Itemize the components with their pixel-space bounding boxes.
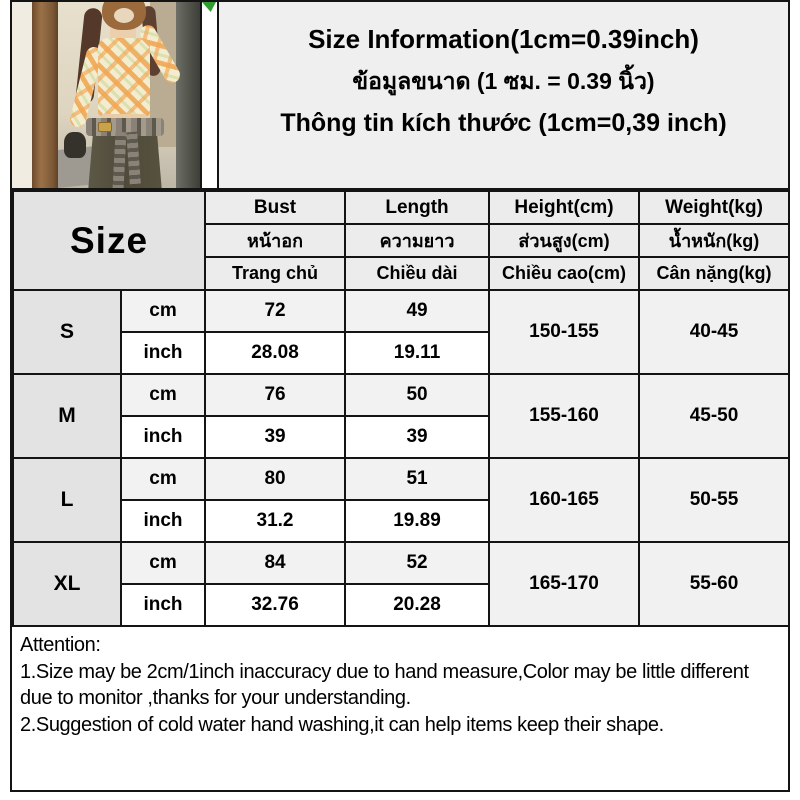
- length-inch-value: 20.28: [345, 584, 489, 626]
- green-corner-mark: [202, 2, 216, 12]
- title-english: Size Information(1cm=0.39inch): [308, 24, 699, 54]
- product-photo: [12, 2, 202, 188]
- col-header-weight-th: น้ำหนัก(kg): [639, 224, 789, 257]
- unit-inch-label: inch: [121, 332, 205, 374]
- size-label-xl: XL: [13, 542, 121, 626]
- col-header-height-en: Height(cm): [489, 191, 639, 224]
- length-cm-value: 52: [345, 542, 489, 584]
- bust-cm-value: 72: [205, 290, 345, 332]
- unit-cm-label: cm: [121, 374, 205, 416]
- belt-buckle: [98, 122, 112, 132]
- length-cm-value: 50: [345, 374, 489, 416]
- table-row: [13, 374, 789, 416]
- size-table: [12, 190, 790, 627]
- weight-range: 40-45: [639, 290, 789, 374]
- attention-section: [12, 627, 788, 790]
- length-cm-value: 49: [345, 290, 489, 332]
- table-row: [13, 458, 789, 500]
- model-figure: [72, 2, 172, 188]
- col-header-bust-th: หน้าอก: [205, 224, 345, 257]
- unit-inch-label: inch: [121, 416, 205, 458]
- mirror-wood-frame: [32, 2, 58, 188]
- size-label-s: S: [13, 290, 121, 374]
- attention-heading: Attention:: [20, 634, 101, 656]
- length-inch-value: 39: [345, 416, 489, 458]
- bust-inch-value: 28.08: [205, 332, 345, 374]
- length-inch-value: 19.89: [345, 500, 489, 542]
- title-vietnamese: Thông tin kích thước (1cm=0,39 inch): [280, 109, 727, 137]
- teddy-muzzle: [114, 8, 134, 23]
- height-range: 155-160: [489, 374, 639, 458]
- size-label-m: M: [13, 374, 121, 458]
- table-row: [13, 542, 789, 584]
- title-block: [217, 2, 788, 188]
- height-range: 150-155: [489, 290, 639, 374]
- length-cm-value: 51: [345, 458, 489, 500]
- attention-note-1: 1.Size may be 2cm/1inch inaccuracy due to hand measure,Color may be little different due to monitor ,thanks for your understanding.: [20, 660, 749, 710]
- col-header-height-th: ส่วนสูง(cm): [489, 224, 639, 257]
- col-header-weight-vi: Cân nặng(kg): [639, 257, 789, 290]
- col-header-weight-en: Weight(kg): [639, 191, 789, 224]
- bust-cm-value: 84: [205, 542, 345, 584]
- top-section: [12, 2, 788, 190]
- col-header-length-th: ความยาว: [345, 224, 489, 257]
- unit-inch-label: inch: [121, 584, 205, 626]
- table-row: [13, 290, 789, 332]
- bust-cm-value: 80: [205, 458, 345, 500]
- height-range: 165-170: [489, 542, 639, 626]
- cell-gap: [202, 2, 217, 188]
- size-column-header: Size: [13, 191, 205, 290]
- bust-inch-value: 31.2: [205, 500, 345, 542]
- length-inch-value: 19.11: [345, 332, 489, 374]
- weight-range: 45-50: [639, 374, 789, 458]
- unit-inch-label: inch: [121, 500, 205, 542]
- unit-cm-label: cm: [121, 542, 205, 584]
- col-header-length-vi: Chiều dài: [345, 257, 489, 290]
- attention-note-2: 2.Suggestion of cold water hand washing,it can help items keep their shape.: [20, 713, 664, 736]
- title-thai: ข้อมูลขนาด (1 ซม. = 0.39 นิ้ว): [352, 68, 655, 94]
- dark-wardrobe: [176, 2, 200, 188]
- col-header-bust-en: Bust: [205, 191, 345, 224]
- unit-cm-label: cm: [121, 458, 205, 500]
- chart-frame: [10, 0, 790, 792]
- bust-inch-value: 39: [205, 416, 345, 458]
- size-label-l: L: [13, 458, 121, 542]
- height-range: 160-165: [489, 458, 639, 542]
- unit-cm-label: cm: [121, 290, 205, 332]
- weight-range: 50-55: [639, 458, 789, 542]
- col-header-height-vi: Chiều cao(cm): [489, 257, 639, 290]
- teddy-bear-face-cover-icon: [102, 2, 146, 30]
- plaid-crop-top: [98, 38, 150, 116]
- weight-range: 55-60: [639, 542, 789, 626]
- bust-cm-value: 76: [205, 374, 345, 416]
- bust-inch-value: 32.76: [205, 584, 345, 626]
- col-header-bust-vi: Trang chủ: [205, 257, 345, 290]
- col-header-length-en: Length: [345, 191, 489, 224]
